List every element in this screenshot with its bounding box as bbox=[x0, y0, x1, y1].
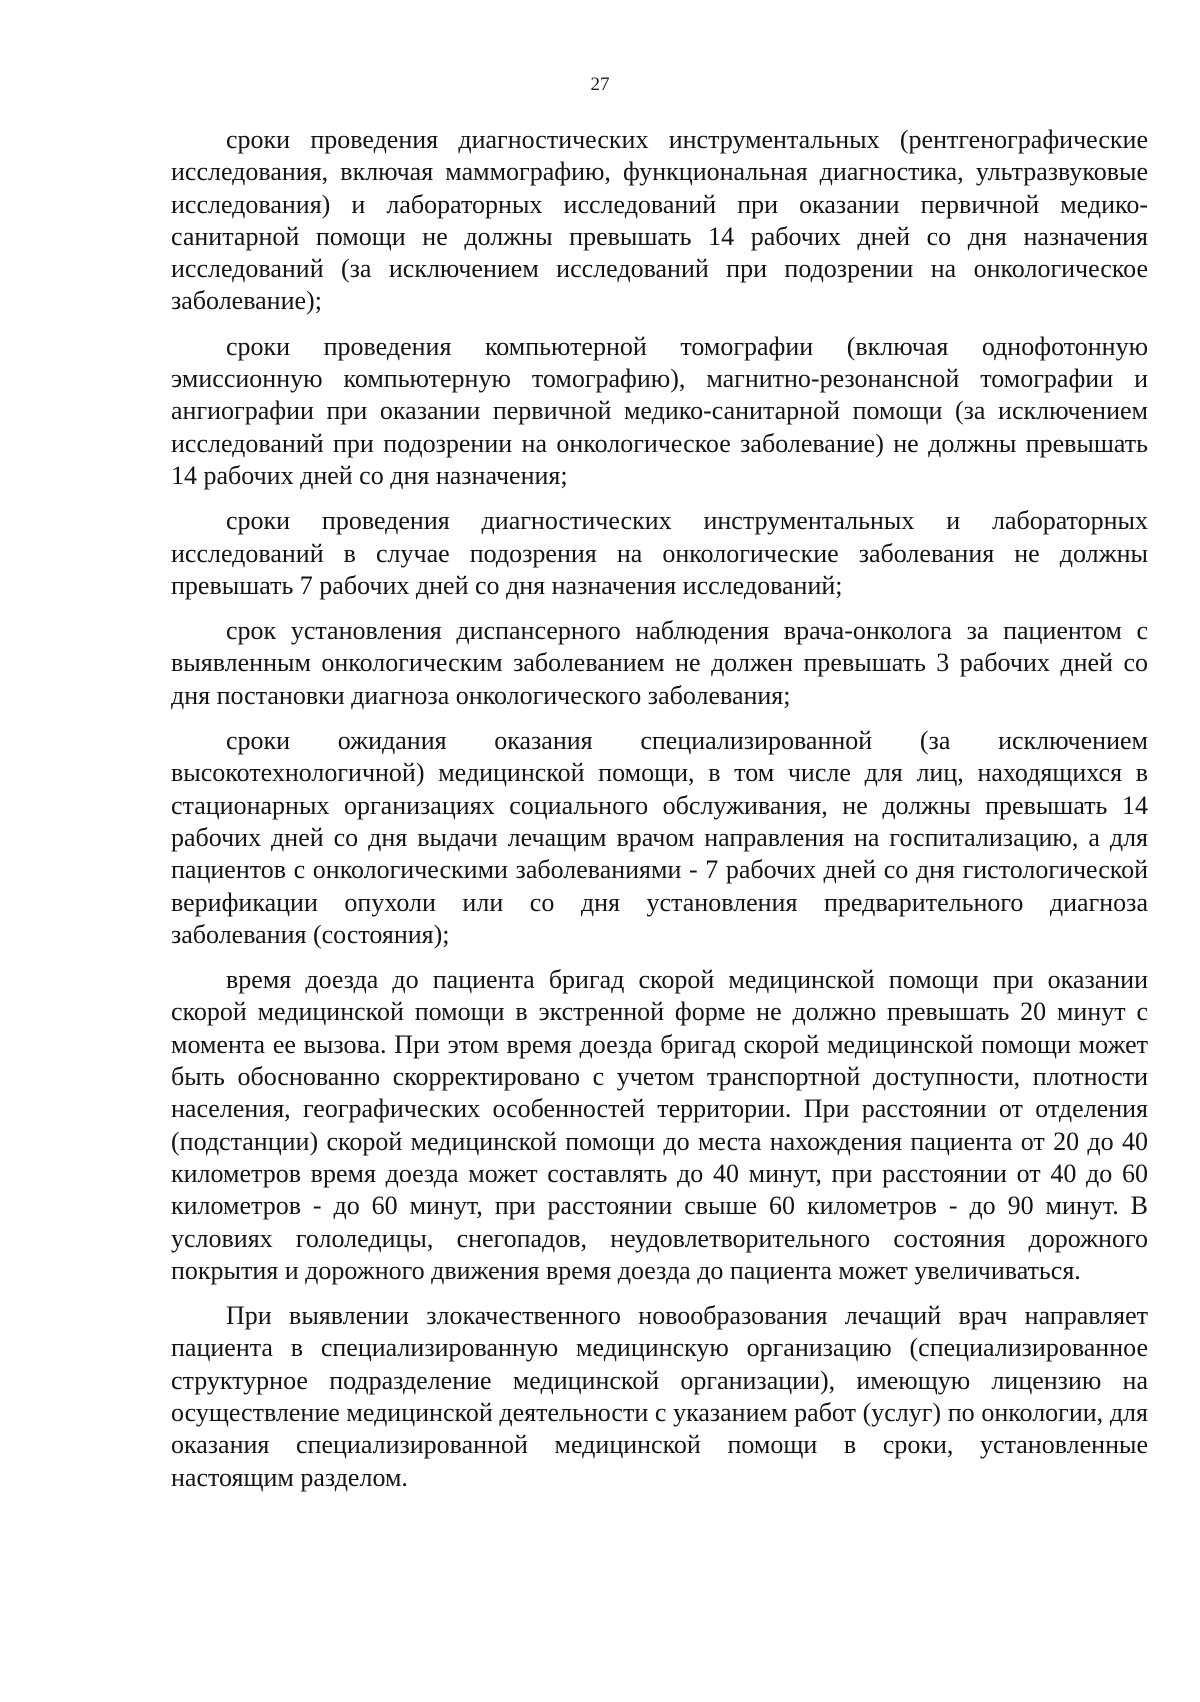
page-number: 27 bbox=[590, 74, 610, 95]
paragraph-tomography-deadlines: сроки проведения компьютерной томографии (включая однофотонную эмиссионную компьютерную томографию), магнитно-резонансной томографии и ангиографии при оказании первичной медико-санитарной помощи (за исключением исследований при подозрении на онкологическое заболевание) не должны превышать 14 рабочих дней со дня назначения; bbox=[171, 331, 1148, 490]
paragraph-specialized-care-waiting: сроки ожидания оказания специализированной (за исключением высокотехнологичной) медицинской помощи, в том числе для лиц, находящихся в стационарных организациях социального обслуживания, не должны превышать 14 рабочих дней со дня выдачи лечащим врачом направления на госпитализацию, а для пациентов с онкологическими заболеваниями - 7 рабочих дней со дня гистологической верификации опухоли или со дня установления предварительного диагноза заболевания (состояния); bbox=[171, 726, 1148, 949]
paragraph-oncology-suspicion-deadlines: сроки проведения диагностических инструментальных и лабораторных исследований в случае подозрения на онкологические заболевания не должны превышать 7 рабочих дней со дня назначения исследований; bbox=[171, 506, 1148, 600]
paragraph-dispensary-observation: срок установления диспансерного наблюдения врача-онколога за пациентом с выявленным онкологическим заболеванием не должен превышать 3 рабочих дней со дня постановки диагноза онкологического заболевания; bbox=[171, 616, 1148, 710]
paragraph-diagnostic-deadlines: сроки проведения диагностических инструментальных (рентгенографические исследования, включая маммографию, функциональная диагностика, ультразвуковые исследования) и лабораторных исследований при оказании первичной медико-санитарной помощи не должны превышать 14 рабочих дней со дня назначения исследований (за исключением исследований при подозрении на онкологическое заболевание); bbox=[171, 125, 1148, 316]
paragraph-ambulance-arrival-time: время доезда до пациента бригад скорой медицинской помощи при оказании скорой медицинской помощи в экстренной форме не должно превышать 20 минут с момента ее вызова. При этом время доезда бригад скорой медицинской помощи может быть обоснованно скорректировано с учетом транспортной доступности, плотности населения, географических особенностей территории. При расстоянии от отделения (подстанции) скорой медицинской помощи до места нахождения пациента от 20 до 40 километров время доезда может составлять до 40 минут, при расстоянии от 40 до 60 километров - до 60 минут, при расстоянии свыше 60 километров - до 90 минут. В условиях гололедицы, снегопадов, неудовлетворительного состояния дорожного покрытия и дорожного движения время доезда до пациента может увеличиваться. bbox=[171, 965, 1148, 1285]
document-body bbox=[171, 124, 1148, 1507]
paragraph-malignant-referral: При выявлении злокачественного новообразования лечащий врач направляет пациента в специализированную медицинскую организацию (специализированное структурное подразделение медицинской организации), имеющую лицензию на осуществление медицинской деятельности с указанием работ (услуг) по онкологии, для оказания специализированной медицинской помощи в сроки, установленные настоящим разделом. bbox=[171, 1301, 1148, 1492]
